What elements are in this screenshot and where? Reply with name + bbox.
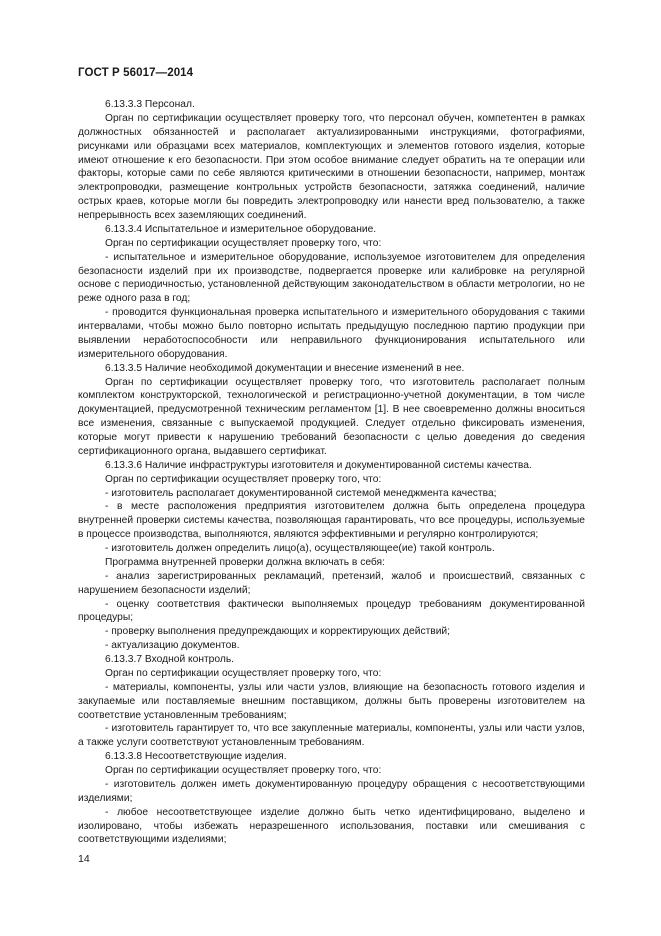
list-item: - изготовитель должен определить лицо(а), осуществляющее(ие) такой контроль. [105, 543, 495, 554]
list-item: - материалы, компоненты, узлы или части узлов, влияющие на безопасность готового изделия и закупаемые или поставляемые внешним поставщиком, должны быть проверены изготовителем на соответствие установленным требованиям; [78, 681, 585, 721]
section-heading: 6.13.3.5 Наличие необходимой документации и внесение изменений в нее. [105, 362, 465, 374]
document-body [78, 98, 585, 847]
paragraph: Орган по сертификации осуществляет проверку того, что персонал обучен, компетентен в рамках должностных обязанностей и располагает актуализированными инструкциями, фотографиями, рисунками или образцами всех материалов, комплектующих и элементов готового изделия, которые имеют отношение к его безопасности. При этом особое внимание следует обратить на те операции или факторы, которые сами по себе являются критическими в отношении безопасности, например, монтаж электропроводки, размещение контрольных устройств безопасности, затяжка соединений, наличие острых краев, которые могли бы повредить электропроводку или нанести вред пользователю, а также непрерывность всех заземляющих соединений. [78, 112, 585, 221]
list-item: - любое несоответствующее изделие должно быть четко идентифицировано, выделено и изолировано, чтобы избежать неразрешенного использования, поставки или смешивания с соответствующими изделиями; [78, 806, 585, 846]
list-item: - испытательное и измерительное оборудование, используемое изготовителем для определения безопасности изделий при их производстве, подвергается проверке или калибровке на регулярной основе с периодичностью, установленной действующим законодательством в области метрологии, но не реже одного раза в год; [78, 251, 585, 305]
page-number: 14 [78, 853, 90, 865]
list-item: - проводится функциональная проверка испытательного и измерительного оборудования с такими интервалами, чтобы можно было повторно испытать предыдущую последнюю партию продукции при выявлении неработоспособности или неправильного функционирования испытательного или измерительного оборудования. [78, 307, 585, 360]
list-item: - актуализацию документов. [105, 640, 240, 652]
paragraph: Орган по сертификации осуществляет проверку того, что: [105, 237, 382, 249]
section-heading: 6.13.3.7 Входной контроль. [105, 654, 235, 665]
paragraph: Орган по сертификации осуществляет проверку того, что: [105, 765, 382, 776]
list-item: - в месте расположения предприятия изготовителем должна быть определена процедура внутренней проверки системы качества, позволяющая гарантировать, что все процедуры, используемые в процессе производства, выполняются, являются эффективными и регулярно контролируются; [78, 501, 585, 541]
standard-header: ГОСТ Р 56017—2014 [78, 67, 194, 79]
section-heading: 6.13.3.3 Персонал. [105, 99, 195, 110]
paragraph: Орган по сертификации осуществляет проверку того, что: [105, 473, 382, 485]
list-item: - изготовитель располагает документированной системой менеджмента качества; [105, 487, 497, 499]
paragraph: Орган по сертификации осуществляет проверку того, что изготовитель располагает полным комплектом конструкторской, технологической и регистрационно-учетной документации, в том числе документацией, предусмотренной техническим регламентом [1]. В нее своевременно должны вноситься все изменения, связанные с выпускаемой продукцией. Следует отдельно фиксировать изменения, которые могут привести к нарушению требований безопасности с целью доведения до сведения сертификационного органа, выдавшего сертификат. [78, 376, 585, 457]
list-item: - анализ зарегистрированных рекламаций, претензий, жалоб и происшествий, связанных с нарушением безопасности изделий; [78, 570, 585, 596]
section-heading: 6.13.3.4 Испытательное и измерительное оборудование. [105, 223, 377, 235]
paragraph: Программа внутренней проверки должна включать в себя: [105, 556, 385, 568]
list-item: - изготовитель гарантирует то, что все закупленные материалы, компоненты, узлы или части узлов, а также услуги соответствуют установленным требованиям. [78, 723, 585, 749]
list-item: - изготовитель должен иметь документированную процедуру обращения с несоответствующими изделиями; [78, 778, 585, 804]
list-item: - оценку соответствия фактически выполняемых процедур требованиям документированной процедуры; [78, 598, 585, 624]
paragraph: Орган по сертификации осуществляет проверку того, что: [105, 667, 382, 679]
section-heading: 6.13.3.6 Наличие инфраструктуры изготовителя и документированной системы качества. [105, 459, 532, 471]
list-item: - проверку выполнения предупреждающих и корректирующих действий; [105, 626, 451, 638]
section-heading: 6.13.3.8 Несоответствующие изделия. [105, 751, 287, 763]
